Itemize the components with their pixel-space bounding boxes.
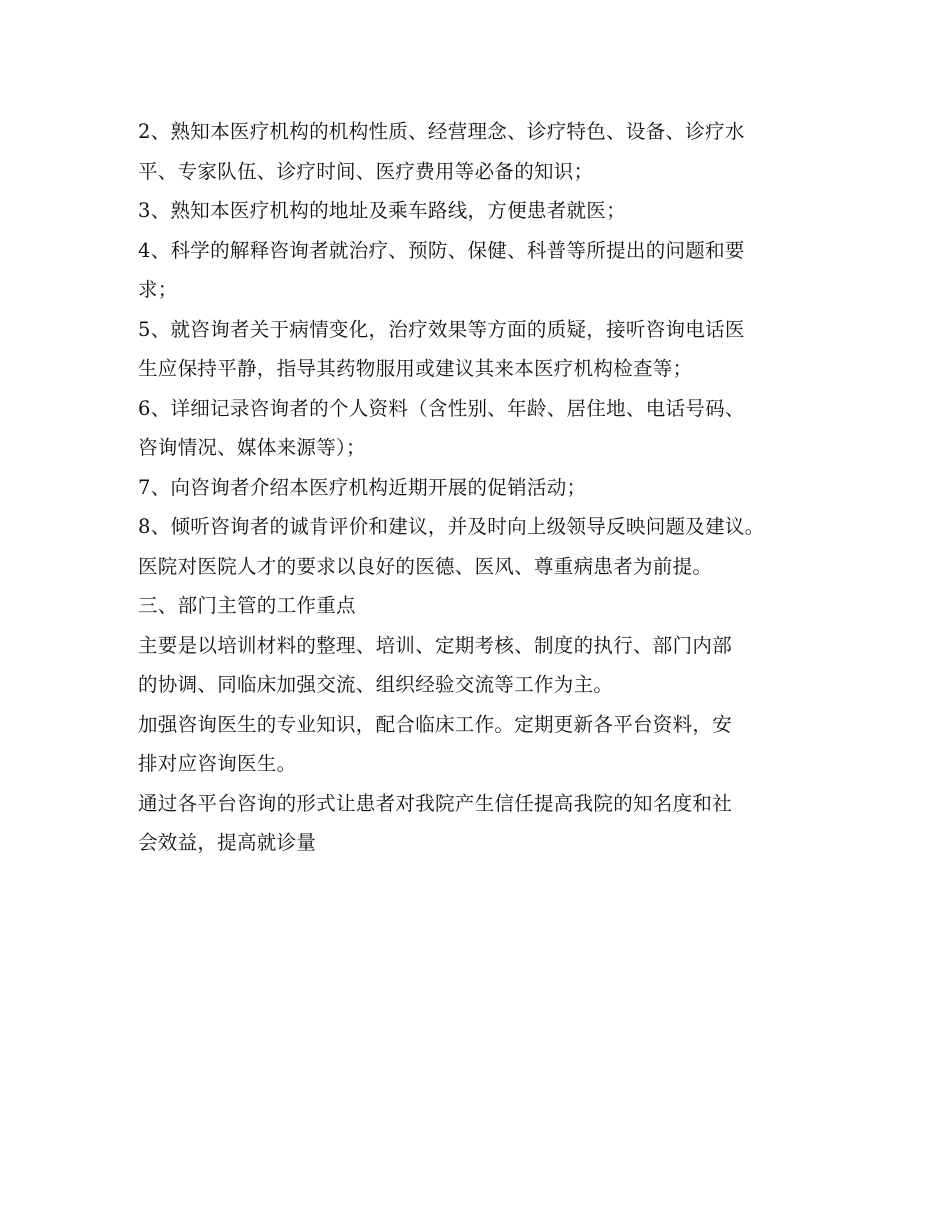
text-line: 4、科学的解释咨询者就治疗、预防、保健、科普等所提出的问题和要: [138, 238, 745, 262]
text-line: 通过各平台咨询的形式让患者对我院产生信任提高我院的知名度和社: [138, 791, 733, 815]
text-line: 7、向咨询者介绍本医疗机构近期开展的促销活动；: [138, 475, 587, 499]
text-line: 6、详细记录咨询者的个人资料（含性别、年龄、居住地、电话号码、: [138, 396, 745, 420]
text-line: 3、熟知本医疗机构的地址及乘车路线，方便患者就医；: [138, 199, 626, 222]
text-line: 加强咨询医生的专业知识，配合临床工作。定期更新各平台资料，安: [138, 712, 733, 736]
document-body: [138, 112, 828, 863]
text-line: 主要是以培训材料的整理、培训、定期考核、制度的执行、部门内部: [138, 633, 733, 657]
text-line: 平、专家队伍、诊疗时间、医疗费用等必备的知识；: [138, 159, 594, 183]
text-line: 2、熟知本医疗机构的机构性质、经营理念、诊疗特色、设备、诊疗水: [138, 120, 745, 143]
text-line: 求；: [138, 278, 178, 301]
section-heading: 三、部门主管的工作重点: [138, 594, 356, 617]
text-line: 生应保持平静，指导其药物服用或建议其来本医疗机构检查等；: [138, 357, 693, 380]
text-line: 会效益，提高就诊量: [138, 831, 317, 854]
text-line: 5、就咨询者关于病情变化，治疗效果等方面的质疑，接听咨询电话医: [138, 317, 745, 341]
text-line: 的协调、同临床加强交流、组织经验交流等工作为主。: [138, 673, 614, 696]
text-line: 医院对医院人才的要求以良好的医德、医风、尊重病患者为前提。: [138, 554, 713, 578]
text-line: 咨询情况、媒体来源等）；: [138, 436, 366, 459]
text-line: 排对应咨询医生。: [138, 752, 297, 775]
text-line: 8、倾听咨询者的诚肯评价和建议，并及时向上级领导反映问题及建议。: [138, 515, 765, 538]
